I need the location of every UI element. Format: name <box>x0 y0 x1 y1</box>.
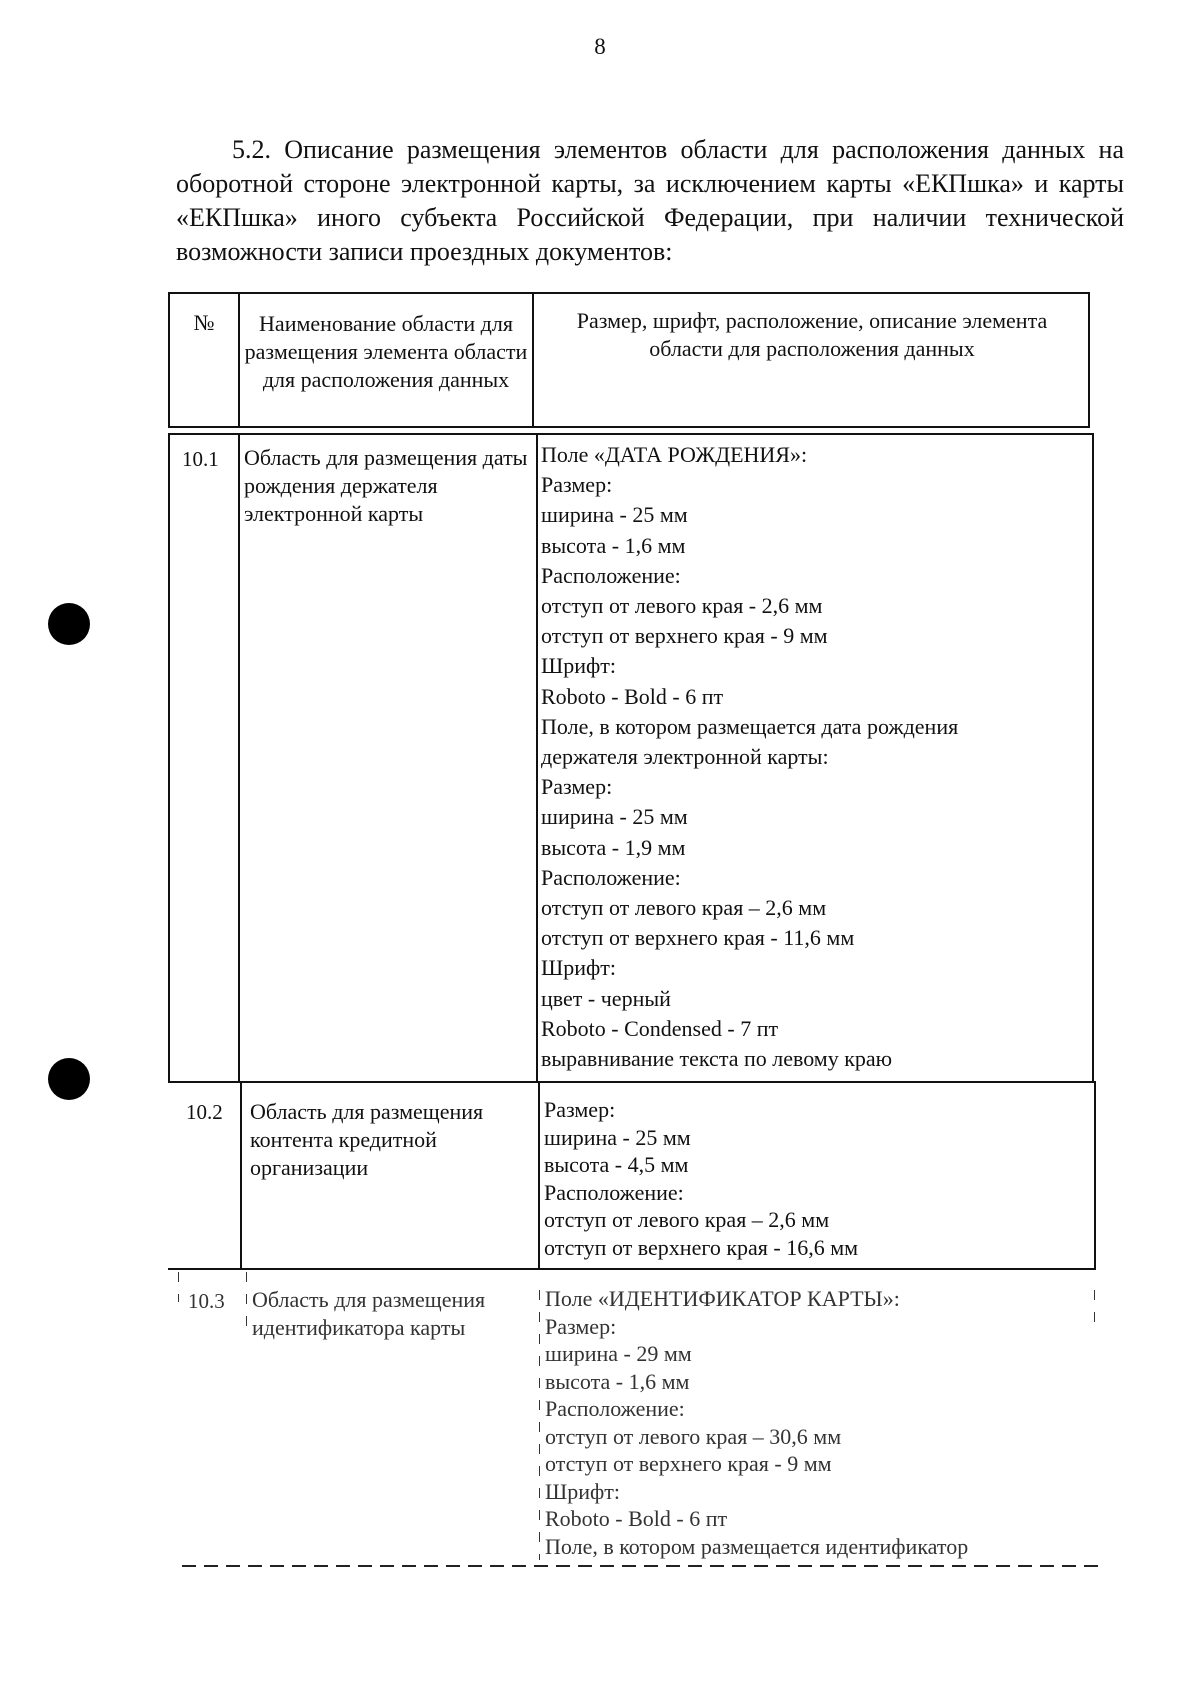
description-line: Поле «ИДЕНТИФИКАТОР КАРТЫ»: <box>545 1286 900 1311</box>
table-border <box>1088 292 1090 428</box>
description-line: ширина - 25 мм <box>541 804 688 830</box>
description-line: Шрифт: <box>541 955 616 981</box>
description-line: Поле, в котором размещается идентификатор <box>545 1533 969 1559</box>
page-number: 8 <box>594 34 606 59</box>
punch-hole <box>48 1058 90 1100</box>
description-line: отступ от верхнего края - 16,6 мм <box>544 1234 859 1260</box>
description-line: высота - 4,5 мм <box>544 1152 689 1177</box>
description-line: Расположение: <box>545 1396 685 1421</box>
row-number: 10.2 <box>186 1100 223 1124</box>
header-num: № <box>193 310 215 335</box>
table-border <box>168 1081 1094 1083</box>
table-border <box>1092 433 1094 1083</box>
description-line: отступ от верхнего края - 11,6 мм <box>541 925 855 951</box>
punch-hole <box>48 603 90 645</box>
description-line: Поле, в котором размещается дата рождения <box>541 713 959 739</box>
table-border <box>238 292 240 428</box>
description-line: отступ от верхнего края - 9 мм <box>541 623 828 649</box>
description-line: цвет - черный <box>541 985 671 1011</box>
description-line: Roboto - Condensed - 7 пт <box>541 1015 779 1041</box>
description-line: высота - 1,6 мм <box>541 532 686 558</box>
description-line: Шрифт: <box>541 653 616 679</box>
row-area-name: Область для размещения даты рождения держателя электронной карты <box>244 445 528 526</box>
header-desc: Размер, шрифт, расположение, описание элемента области для расположения данных <box>576 308 1048 361</box>
table-border <box>238 433 240 1083</box>
description-line: отступ от левого края - 2,6 мм <box>541 593 823 619</box>
header-name: Наименование области для размещения элемента области для расположения данных <box>244 311 528 392</box>
table-border <box>538 1081 540 1269</box>
description-line: Размер: <box>541 472 613 498</box>
table-border <box>168 433 170 1083</box>
row-description <box>545 1285 1093 1560</box>
row-area-name: Область для размещения контента кредитной организации <box>250 1099 484 1180</box>
table-border <box>182 1565 1098 1567</box>
description-line: высота - 1,6 мм <box>545 1368 690 1394</box>
table-border <box>536 433 538 1083</box>
description-line: Шрифт: <box>545 1478 620 1504</box>
table-border <box>168 1268 1096 1270</box>
table-border <box>240 1081 242 1269</box>
description-line: отступ от левого края – 2,6 мм <box>541 895 827 921</box>
table-border <box>178 1272 179 1302</box>
description-line: отступ от верхнего края - 9 мм <box>545 1451 832 1476</box>
table-border <box>168 426 1090 428</box>
description-line: Roboto - Bold - 6 пт <box>541 683 724 709</box>
description-line: Поле «ДАТА РОЖДЕНИЯ»: <box>541 442 808 467</box>
row-description <box>541 440 1089 1074</box>
table-border <box>168 433 1094 435</box>
row-description <box>544 1096 1092 1261</box>
description-line: высота - 1,9 мм <box>541 834 686 860</box>
description-line: Расположение: <box>541 864 681 890</box>
description-line: держателя электронной карты: <box>541 744 829 770</box>
description-line: Размер: <box>545 1313 617 1339</box>
table-border <box>246 1272 247 1332</box>
description-line: ширина - 25 мм <box>544 1124 691 1150</box>
description-line: Расположение: <box>541 562 681 588</box>
table-border <box>168 292 1090 294</box>
table-border <box>539 1290 540 1560</box>
description-line: ширина - 25 мм <box>541 502 688 528</box>
row-number: 10.1 <box>182 447 219 471</box>
description-line: отступ от левого края – 30,6 мм <box>545 1423 842 1449</box>
table-border <box>1094 1081 1096 1269</box>
description-line: выравнивание текста по левому краю <box>541 1046 893 1072</box>
description-line: Размер: <box>544 1097 616 1122</box>
description-line: ширина - 29 мм <box>545 1341 692 1366</box>
row-number: 10.3 <box>188 1289 225 1313</box>
row-area-name: Область для размещения идентификатора карты <box>252 1287 486 1340</box>
description-line: отступ от левого края – 2,6 мм <box>544 1207 830 1232</box>
description-line: Размер: <box>541 774 613 800</box>
table-border <box>532 292 534 428</box>
description-line: Roboto - Bold - 6 пт <box>545 1506 728 1531</box>
intro-paragraph: 5.2. Описание размещения элементов области для расположения данных на оборотной стороне электронной карты, за исключением карты «ЕКПшка» и карты «ЕКПшка» иного субъекта Российской Федерации, при наличии технической возможности записи проездных документов: <box>176 135 1124 266</box>
table-border <box>1094 1290 1095 1330</box>
description-line: Расположение: <box>544 1179 684 1205</box>
